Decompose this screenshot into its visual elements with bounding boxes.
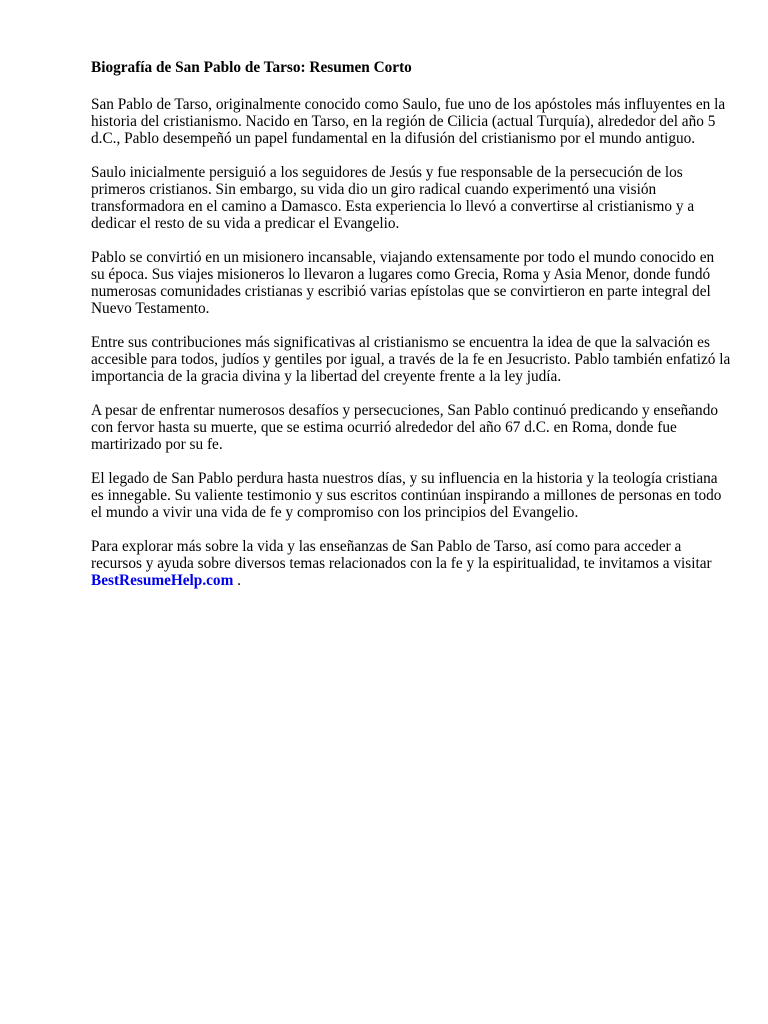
closing-punctuation: . — [233, 572, 241, 589]
paragraph-legacy: El legado de San Pablo perdura hasta nuestros días, y su influencia en la historia y la teología cristiana es innegable. Su valiente testimonio y sus escritos continúan inspirando a millones de personas en todo el mundo a vivir una vida de fe y compromiso con los principios del Evangelio. — [91, 470, 722, 521]
closing-text: Para explorar más sobre la vida y las enseñanzas de San Pablo de Tarso, así como para acceder a recursos y ayuda sobre diversos temas relacionados con la fe y la espiritualidad, te invitamos a visitar — [91, 538, 712, 572]
paragraph-death: A pesar de enfrentar numerosos desafíos y persecuciones, San Pablo continuó predicando y enseñando con fervor hasta su muerte, que se estima ocurrió alrededor del año 67 d.C. en Roma, donde fue martirizado por su fe. — [91, 402, 718, 453]
paragraph-persecution: Saulo inicialmente persiguió a los seguidores de Jesús y fue responsable de la persecución de los primeros cristianos. Sin embargo, su vida dio un giro radical cuando experimentó una visión transformadora en el camino a Damasco. Esta experiencia lo llevó a convertirse al cristianismo y a dedicar el resto de su vida a predicar el Evangelio. — [91, 164, 695, 232]
document-page — [91, 58, 731, 606]
paragraph-closing — [91, 538, 731, 589]
website-link[interactable]: BestResumeHelp.com — [91, 572, 234, 589]
paragraph-missions: Pablo se convirtió en un misionero incansable, viajando extensamente por todo el mundo conocido en su época. Sus viajes misioneros lo llevaron a lugares como Grecia, Roma y Asia Menor, donde fundó numerosas comunidades cristianas y escribió varias epístolas que se convirtieron en parte integral del Nuevo Testamento. — [91, 249, 715, 317]
paragraph-contributions: Entre sus contribuciones más significativas al cristianismo se encuentra la idea de que la salvación es accesible para todos, judíos y gentiles por igual, a través de la fe en Jesucristo. Pablo también enfatizó la importancia de la gracia divina y la libertad del creyente frente a la ley judía. — [91, 334, 731, 385]
document-title: Biografía de San Pablo de Tarso: Resumen Corto — [91, 59, 412, 76]
paragraph-intro: San Pablo de Tarso, originalmente conocido como Saulo, fue uno de los apóstoles más influyentes en la historia del cristianismo. Nacido en Tarso, en la región de Cilicia (actual Turquía), alrededor del año 5 d.C., Pablo desempeñó un papel fundamental en la difusión del cristianismo por el mundo antiguo. — [91, 96, 726, 147]
